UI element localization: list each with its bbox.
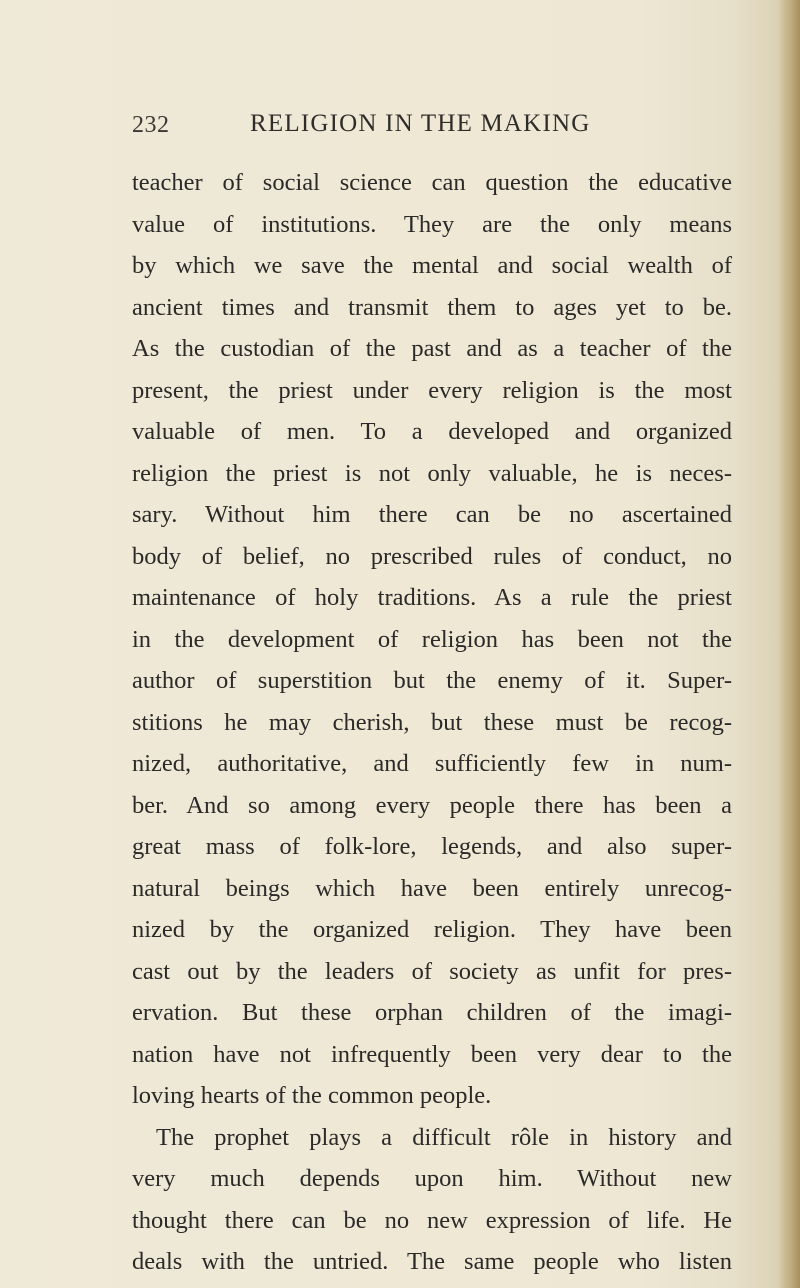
text-line: ancient times and transmit them to ages yet to be.	[132, 293, 732, 321]
text-line: great mass of folk-lore, legends, and also super-	[132, 833, 732, 860]
text-line: in the development of religion has been not the	[132, 625, 732, 653]
text-line: cast out by the leaders of society as unfit for pres-	[132, 957, 732, 985]
text-line: nized, authoritative, and sufficiently few in num-	[132, 750, 732, 777]
text-line: author of superstition but the enemy of it. Super-	[132, 667, 732, 694]
text-line: nation have not infrequently been very dear to the	[132, 1040, 732, 1068]
page-number: 232	[132, 112, 170, 138]
text-line: valuable of men. To a developed and organized	[132, 418, 732, 445]
text-line: ervation. But these orphan children of the imagi-	[132, 999, 732, 1026]
text-line: nized by the organized religion. They have been	[132, 916, 732, 943]
page-edge-shadow	[778, 0, 800, 1288]
body-text	[132, 162, 732, 1283]
text-line: teacher of social science can question the educative	[132, 169, 732, 196]
text-line: value of institutions. They are the only means	[132, 210, 732, 238]
text-line: sary. Without him there can be no ascertained	[132, 501, 732, 528]
text-line: stitions he may cherish, but these must be recog-	[132, 708, 732, 736]
text-line: very much depends upon him. Without new	[132, 1165, 732, 1192]
text-line: by which we save the mental and social wealth of	[132, 252, 732, 279]
text-line: deals with the untried. The same people who listen	[132, 1248, 732, 1275]
text-line: natural beings which have been entirely unrecog-	[132, 874, 732, 902]
text-line: maintenance of holy traditions. As a rule the priest	[132, 584, 732, 611]
text-line: religion the priest is not only valuable, he is neces-	[132, 459, 732, 487]
text-line: loving hearts of the common people.	[132, 1082, 492, 1109]
text-line: ber. And so among every people there has been a	[132, 791, 732, 819]
page-header	[132, 110, 752, 150]
text-line: The prophet plays a difficult rôle in history and	[156, 1123, 732, 1151]
text-line: thought there can be no new expression of life. He	[132, 1206, 732, 1234]
running-head: RELIGION IN THE MAKING	[250, 110, 591, 137]
text-line: body of belief, no prescribed rules of conduct, no	[132, 542, 732, 570]
text-line: present, the priest under every religion is the most	[132, 376, 732, 404]
text-line: As the custodian of the past and as a teacher of the	[132, 335, 732, 362]
